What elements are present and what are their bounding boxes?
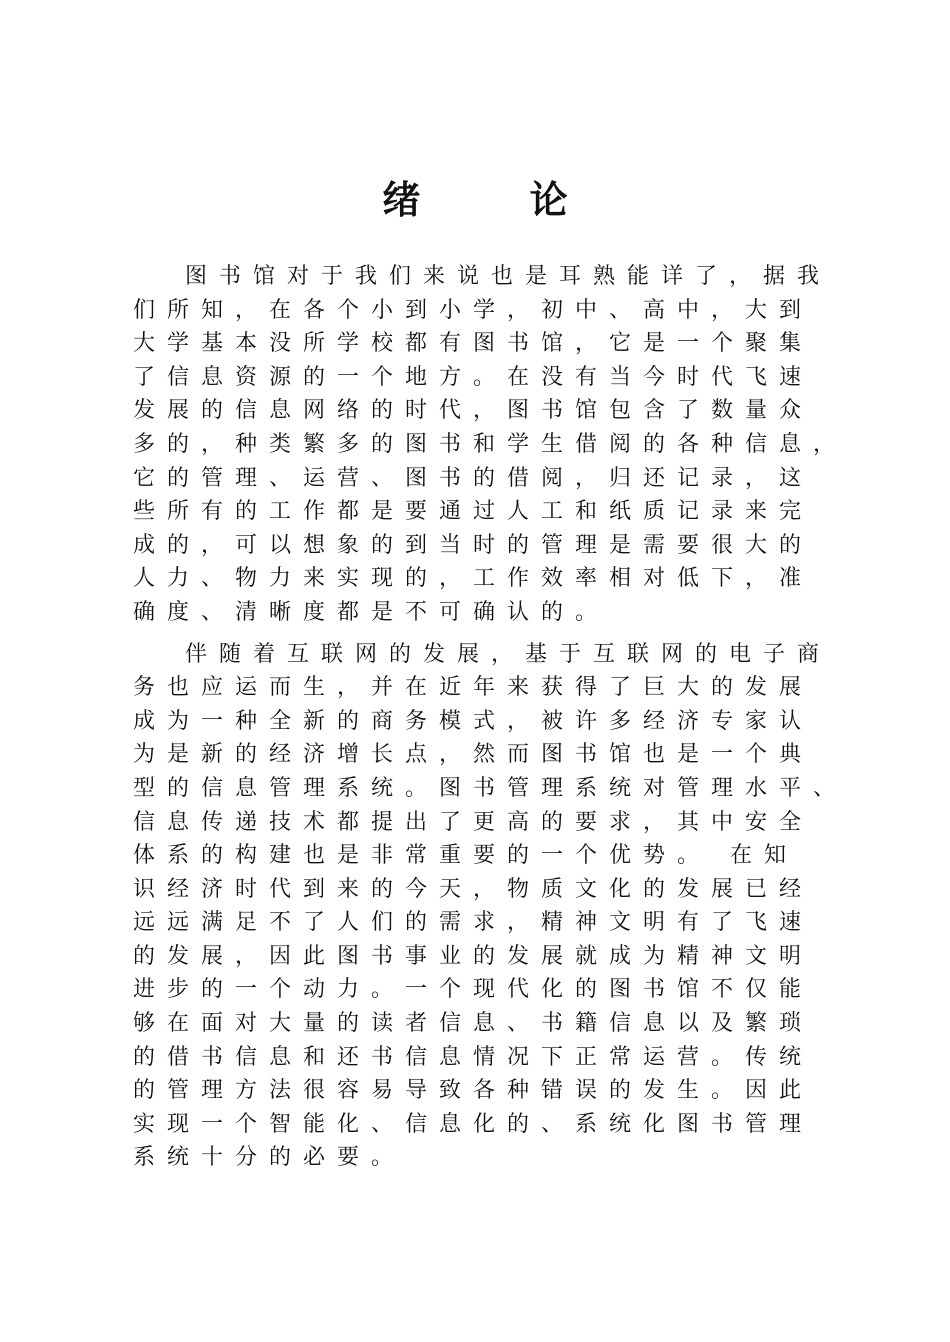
text-line: 识经济时代到来的今天，物质文化的发展已经 xyxy=(133,876,814,902)
text-line: 成为一种全新的商务模式，被许多经济专家认 xyxy=(133,708,814,734)
text-line: 信息传递技术都提出了更高的要求，其中安全 xyxy=(133,809,814,835)
text-line: 们所知，在各个小到小学，初中、高中，大到 xyxy=(133,297,814,323)
text-line: 些所有的工作都是要通过人工和纸质记录来完 xyxy=(133,499,814,525)
text-line: 体系的构建也是非常重要的一个优势。 在知 xyxy=(133,843,798,869)
text-line: 伴随着互联网的发展，基于互联网的电子商 xyxy=(185,641,832,667)
text-line: 人力、物力来实现的，工作效率相对低下，准 xyxy=(133,566,814,592)
text-line: 远远满足不了人们的需求，精神文明有了飞速 xyxy=(133,910,814,936)
text-line: 为是新的经济增长点，然而图书馆也是一个典 xyxy=(133,742,814,768)
text-line: 大学基本没所学校都有图书馆，它是一个聚集 xyxy=(133,331,814,357)
body-text xyxy=(133,260,848,1175)
text-line: 型的信息管理系统。图书管理系统对管理水平、 xyxy=(133,775,848,801)
text-line: 成的，可以想象的到当时的管理是需要很大的 xyxy=(133,532,814,558)
text-line: 多的，种类繁多的图书和学生借阅的各种信息， xyxy=(133,431,848,457)
text-line: 的管理方法很容易导致各种错误的发生。因此 xyxy=(133,1078,814,1104)
text-line: 的发展，因此图书事业的发展就成为精神文明 xyxy=(133,943,814,969)
text-line: 务也应运而生，并在近年来获得了巨大的发展 xyxy=(133,675,814,701)
text-line: 进步的一个动力。一个现代化的图书馆不仅能 xyxy=(133,977,814,1003)
text-line: 的借书信息和还书信息情况下正常运营。传统 xyxy=(133,1044,814,1070)
text-line: 确度、清晰度都是不可确认的。 xyxy=(133,599,610,625)
paragraph-2 xyxy=(133,638,848,1176)
text-line: 它的管理、运营、图书的借阅，归还记录，这 xyxy=(133,465,814,491)
page-title: 绪 论 xyxy=(382,177,616,222)
paragraph-1 xyxy=(133,260,848,630)
text-line: 了信息资源的一个地方。在没有当今时代飞速 xyxy=(133,364,814,390)
text-line: 够在面对大量的读者信息、书籍信息以及繁琐 xyxy=(133,1011,814,1037)
text-line: 图书馆对于我们来说也是耳熟能详了，据我 xyxy=(185,264,832,289)
text-line: 系统十分的必要。 xyxy=(133,1145,406,1171)
text-line: 发展的信息网络的时代，图书馆包含了数量众 xyxy=(133,398,814,424)
text-line: 实现一个智能化、信息化的、系统化图书管理 xyxy=(133,1111,814,1137)
